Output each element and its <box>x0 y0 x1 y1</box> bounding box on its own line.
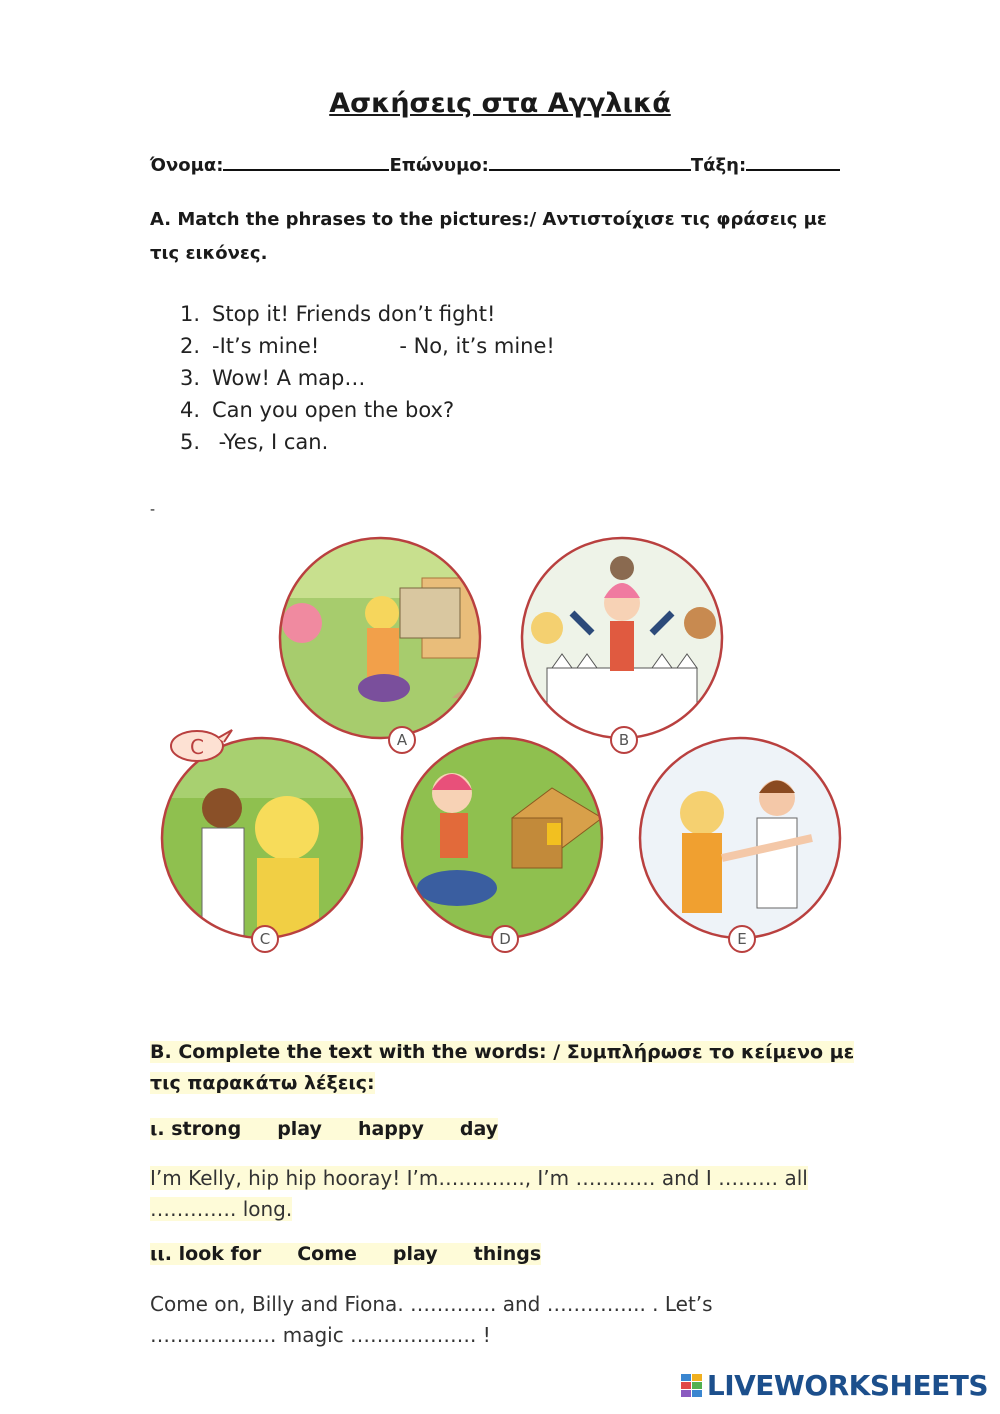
picture-e <box>640 738 840 938</box>
svg-text:C: C <box>259 930 271 948</box>
list-item: 3. Wow! A map… <box>180 366 366 390</box>
surname-blank[interactable] <box>489 153 691 171</box>
picture-b <box>522 528 722 748</box>
label-b <box>611 727 637 753</box>
section-a-instruction: A. Match the phrases to the pictures:/ Αντιστοίχισε τις φράσεις με τις εικόνες. <box>150 209 827 264</box>
word-bank-1-inner: ι. strong play happy day <box>150 1118 499 1140</box>
name-blank[interactable] <box>223 153 389 171</box>
svg-text:C: C <box>190 735 204 759</box>
liveworksheets-logo-icon <box>681 1374 703 1398</box>
word-bank-2-inner: ιι. look for Come play things <box>150 1243 542 1265</box>
label-a <box>389 727 415 753</box>
liveworksheets-brand: LIVEWORKSHEETS <box>706 1369 988 1402</box>
name-label: Όνομα: <box>150 155 224 176</box>
label-e <box>729 926 755 952</box>
fill-text-1: I’m Kelly, hip hip hooray! I’m…………., I’m ………… and I ……… all …………. long. <box>150 1166 808 1221</box>
list-item: 5. -Yes, I can. <box>180 430 329 454</box>
list-item: 2. -It’s mine! - No, it’s mine! <box>180 334 555 358</box>
phrase-list <box>180 298 555 458</box>
label-d <box>492 926 518 952</box>
student-info-row <box>150 153 840 176</box>
svg-text:A: A <box>396 731 408 749</box>
svg-text:D: D <box>499 930 511 948</box>
stray-dash: - <box>150 502 156 518</box>
liveworksheets-logo <box>681 1369 988 1402</box>
picture-c <box>162 738 362 938</box>
worksheet-title: Ασκήσεις στα Αγγλικά <box>329 88 671 119</box>
list-item: 4. Can you open the box? <box>180 398 455 422</box>
class-blank[interactable] <box>746 153 840 171</box>
surname-label: Επώνυμο: <box>389 155 489 176</box>
word-bank-1 <box>150 1118 498 1140</box>
story-illustrations <box>152 528 852 968</box>
picture-a <box>272 528 492 748</box>
section-b-instruction: B. Complete the text with the words: / Συμπλήρωσε το κείμενο με τις παρακάτω λέξεις: <box>150 1041 855 1094</box>
svg-text:E: E <box>737 930 747 948</box>
picture-d <box>402 738 602 938</box>
fill-text-2: Come on, Billy and Fiona. …………. and …………... . Let’s ………………. magic ………………. ! <box>150 1292 713 1347</box>
label-c <box>252 926 278 952</box>
class-label: Τάξη: <box>690 155 747 176</box>
svg-text:B: B <box>618 731 630 749</box>
word-bank-2 <box>150 1243 541 1265</box>
list-item: 1. Stop it! Friends don’t fight! <box>180 302 496 326</box>
